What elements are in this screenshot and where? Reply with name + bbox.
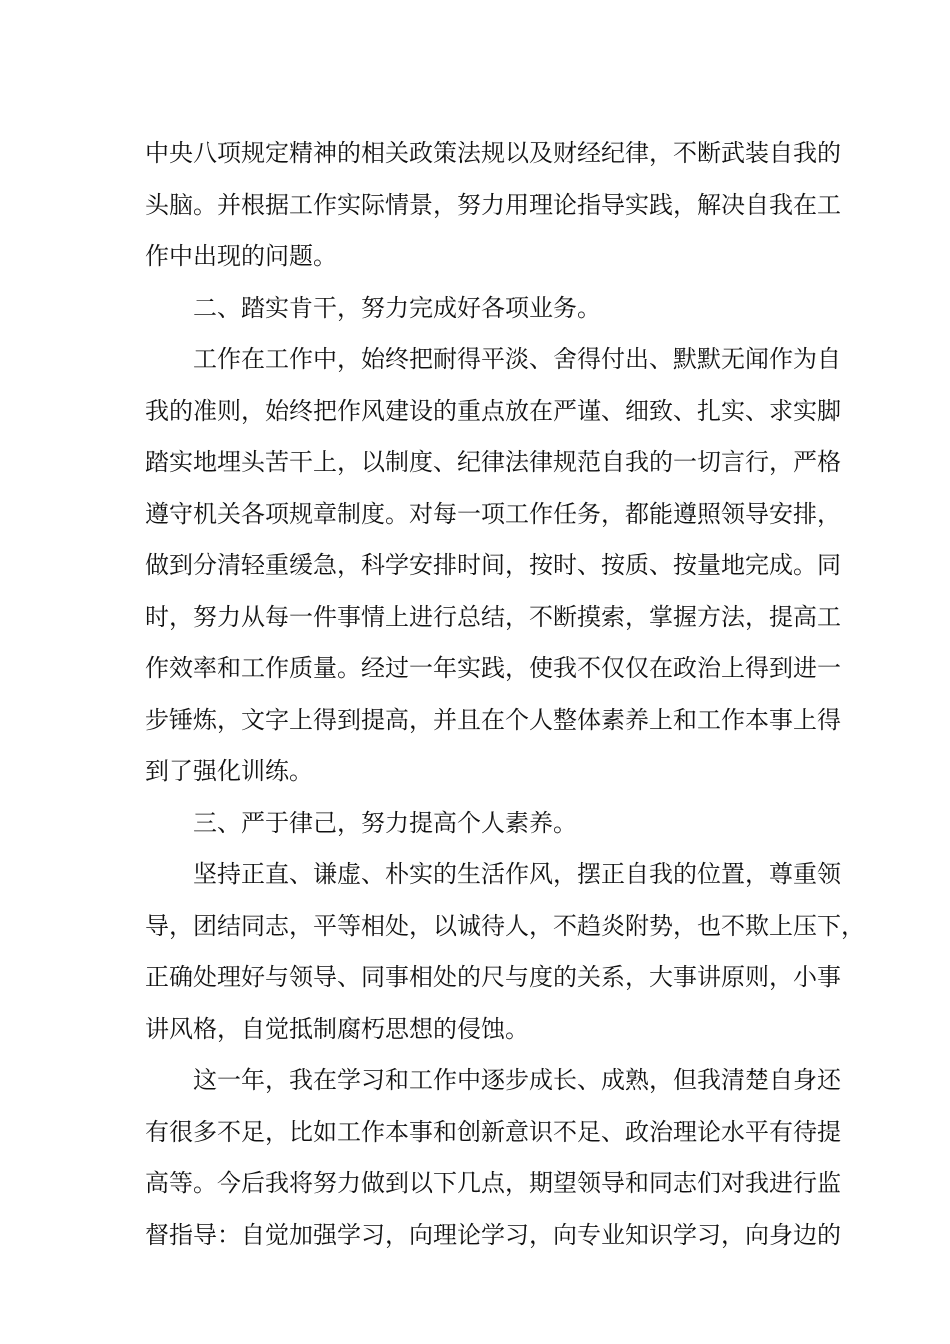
text-line: 头脑。并根据工作实际情景，努力用理论指导实践，解决自我在工 <box>145 190 841 219</box>
text-line: 讲风格，自觉抵制腐朽思想的侵蚀。 <box>145 1014 529 1043</box>
text-line: 作效率和工作质量。经过一年实践，使我不仅仅在政治上得到进一 <box>145 654 841 682</box>
text-line: 导，团结同志，平等相处，以诚待人，不趋炎附势，也不欺上压下， <box>145 911 865 940</box>
text-line: 高等。今后我将努力做到以下几点，期望领导和同志们对我进行监 <box>145 1169 841 1197</box>
section-heading: 二、踏实肯干，努力完成好各项业务。 <box>193 293 601 322</box>
text-line: 有很多不足，比如工作本事和创新意识不足、政治理论水平有待提 <box>145 1117 841 1146</box>
text-line: 我的准则，始终把作风建设的重点放在严谨、细致、扎实、求实脚 <box>145 396 841 425</box>
text-line: 中央八项规定精神的相关政策法规以及财经纪律，不断武装自我的 <box>145 139 841 167</box>
text-line: 工作在工作中，始终把耐得平淡、舍得付出、默默无闻作为自 <box>193 345 841 373</box>
text-line: 坚持正直、谦虚、朴实的生活作风，摆正自我的位置，尊重领 <box>193 860 841 888</box>
text-line: 督指导：自觉加强学习，向理论学习，向专业知识学习，向身边的 <box>145 1220 841 1249</box>
document-body <box>145 128 865 1261</box>
text-line: 作中出现的问题。 <box>145 242 337 270</box>
text-line: 时，努力从每一件事情上进行总结，不断摸索，掌握方法，提高工 <box>145 602 841 631</box>
text-line: 做到分清轻重缓急，科学安排时间，按时、按质、按量地完成。同 <box>145 551 841 579</box>
text-line: 正确处理好与领导、同事相处的尺与度的关系，大事讲原则，小事 <box>145 963 841 991</box>
text-line: 到了强化训练。 <box>145 757 313 785</box>
text-line: 步锤炼，文字上得到提高，并且在个人整体素养上和工作本事上得 <box>145 705 841 734</box>
text-line: 遵守机关各项规章制度。对每一项工作任务，都能遵照领导安排， <box>145 499 841 528</box>
text-line: 踏实地埋头苦干上，以制度、纪律法律规范自我的一切言行，严格 <box>145 448 841 476</box>
text-line: 这一年，我在学习和工作中逐步成长、成熟，但我清楚自身还 <box>193 1066 841 1094</box>
section-heading: 三、严于律己，努力提高个人素养。 <box>193 808 577 837</box>
